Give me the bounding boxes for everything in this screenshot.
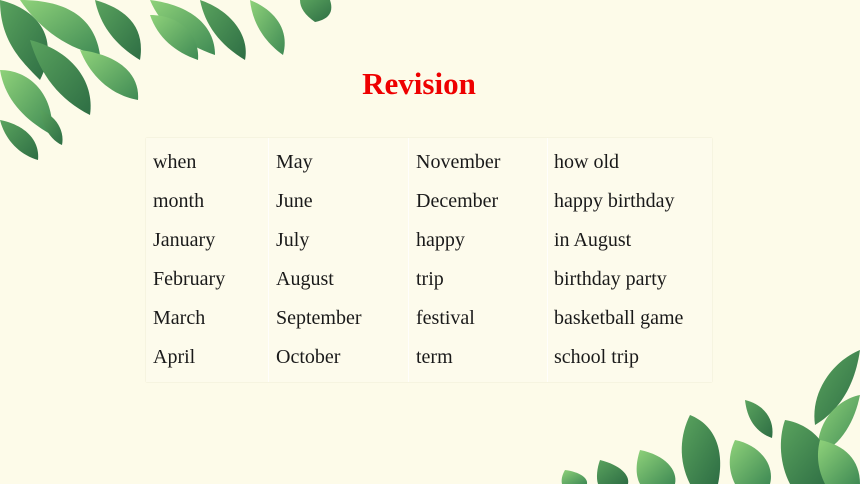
table-cell: September [276,307,362,329]
table-cell: June [276,190,313,212]
table-cell: basketball game [554,307,684,329]
table-cell: August [276,268,334,290]
table-cell: November [416,151,501,173]
table-cell: July [276,229,310,251]
table-cell: October [276,346,341,368]
table-cell: April [153,346,196,368]
table-cell: December [416,190,499,212]
table-cell: in August [554,229,632,251]
vocabulary-table [146,138,712,382]
table-cell: happy [416,229,465,251]
table-cell: term [416,346,453,368]
table-cell: March [153,307,206,329]
table-divider [268,138,269,382]
table-cell: festival [416,307,475,329]
table-cell: May [276,151,313,173]
table-cell: January [153,229,216,251]
table-cell: happy birthday [554,190,675,212]
table-cell: birthday party [554,268,667,290]
table-divider [408,138,409,382]
table-cell: month [153,190,205,212]
table-cell: when [153,151,197,173]
table-cell: February [153,268,226,290]
table-cell: trip [416,268,444,290]
slide-title: Revision [362,66,476,101]
table-cell: school trip [554,346,639,368]
table-divider [547,138,548,382]
table-cell: how old [554,151,619,173]
